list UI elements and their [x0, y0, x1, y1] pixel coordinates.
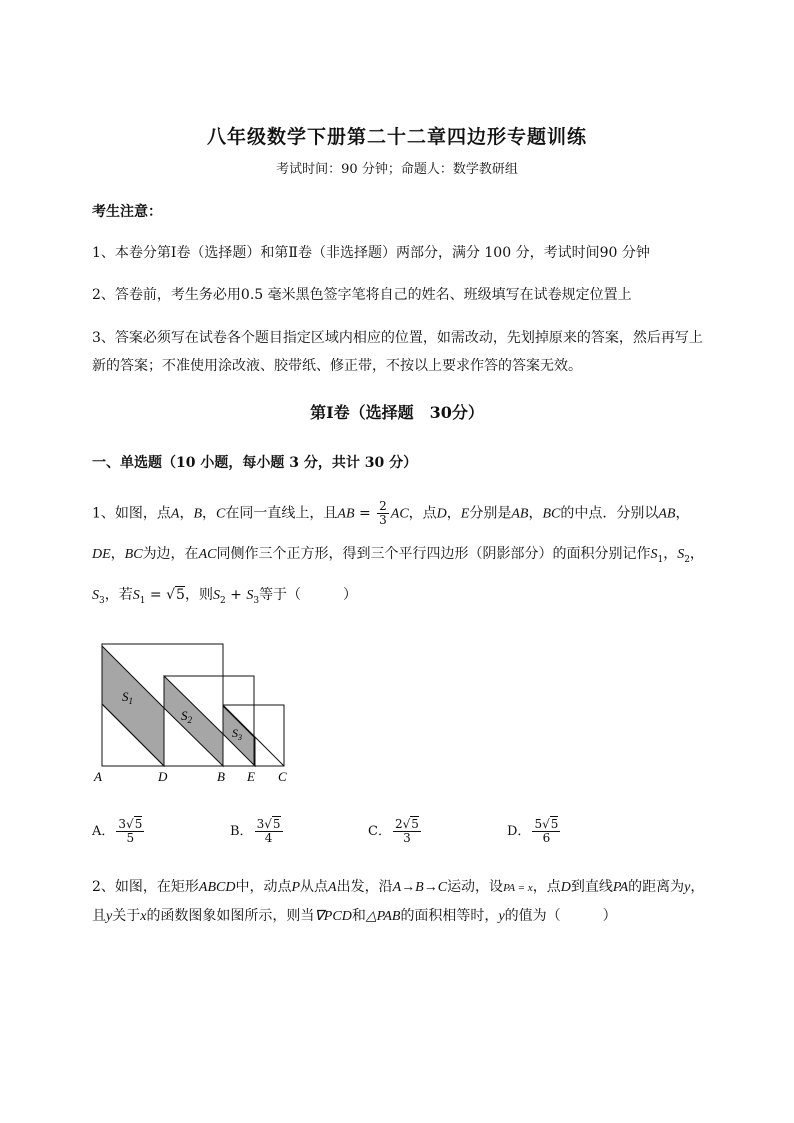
choice-c[interactable]: C． $\frac{2√5}{3}$	[368, 817, 419, 845]
point-label-a: A	[94, 769, 102, 784]
question-2: 2、如图，在矩形ABCD中，动点P从点A出发，沿A→B→C运动，设PA = x，点D到直线PA的距离为y，且y关于x的函数图象如图所示，则当∇PCD和△PAB的面积相等时，y的值为（ ）	[92, 879, 705, 924]
shaded-region-s2	[164, 676, 223, 766]
section-title: 第Ⅰ卷（选择题 30分）	[310, 403, 484, 422]
notice-item-1: 1、本卷分第Ⅰ卷（选择题）和第Ⅱ卷（非选择题）两部分，满分 100 分，考试时间90 分钟	[92, 245, 650, 261]
question-1-figure	[88, 636, 308, 786]
label-s1: $S_1$	[122, 689, 133, 706]
notice-item-2: 2、答卷前，考生务必用0.5 毫米黑色签字笔将自己的姓名、班级填写在试卷规定位置上	[92, 287, 632, 303]
point-label-d: D	[158, 769, 168, 784]
notice-heading: 考生注意：	[92, 204, 162, 220]
choice-d[interactable]: D． $\frac{5√5}{6}$	[507, 817, 559, 845]
question-1-line-1: 1、如图，点A，B，C在同一直线上，且AB = $\frac{2}{3}$ AC，点D，E分别是AB，BC的中点．分别以AB，	[92, 499, 690, 527]
question-1-line-2: DE，BC为边，在AC同侧作三个正方形，得到三个平行四边形（阴影部分）的面积分别记作$S_1$，$S_2$，	[92, 546, 704, 565]
point-label-c: C	[278, 769, 287, 784]
question-1-line-3: $S_3$，若$S_1 = √5$，则$S_2 + S_3$等于（ ）	[92, 587, 358, 606]
choice-a[interactable]: A． $\frac{3√5}{5}$	[92, 817, 143, 845]
notice-item-3: 3、答案必须写在试卷各个题目指定区域内相应的位置，如需改动，先划掉原来的答案，然后再写上新的答案；不准使用涂改液、胶带纸、修正带，不按以上要求作答的答案无效。	[92, 330, 703, 374]
point-label-b: B	[217, 769, 225, 784]
fraction-two-thirds: $\frac{2}{3}$	[379, 499, 387, 527]
label-s3: $S_3$	[232, 726, 242, 742]
choice-b[interactable]: B． $\frac{3√5}{4}$	[230, 817, 281, 845]
shaded-region-s1	[102, 646, 164, 766]
part-title: 一、单选题（10 小题，每小题 3 分，共计 30 分）	[92, 455, 418, 471]
point-label-e: E	[247, 769, 255, 784]
exam-subtitle: 考试时间：90 分钟；命题人：数学教研组	[276, 162, 518, 177]
label-s2: $S_2$	[181, 708, 192, 725]
page-title: 八年级数学下册第二十二章四边形专题训练	[206, 126, 587, 148]
